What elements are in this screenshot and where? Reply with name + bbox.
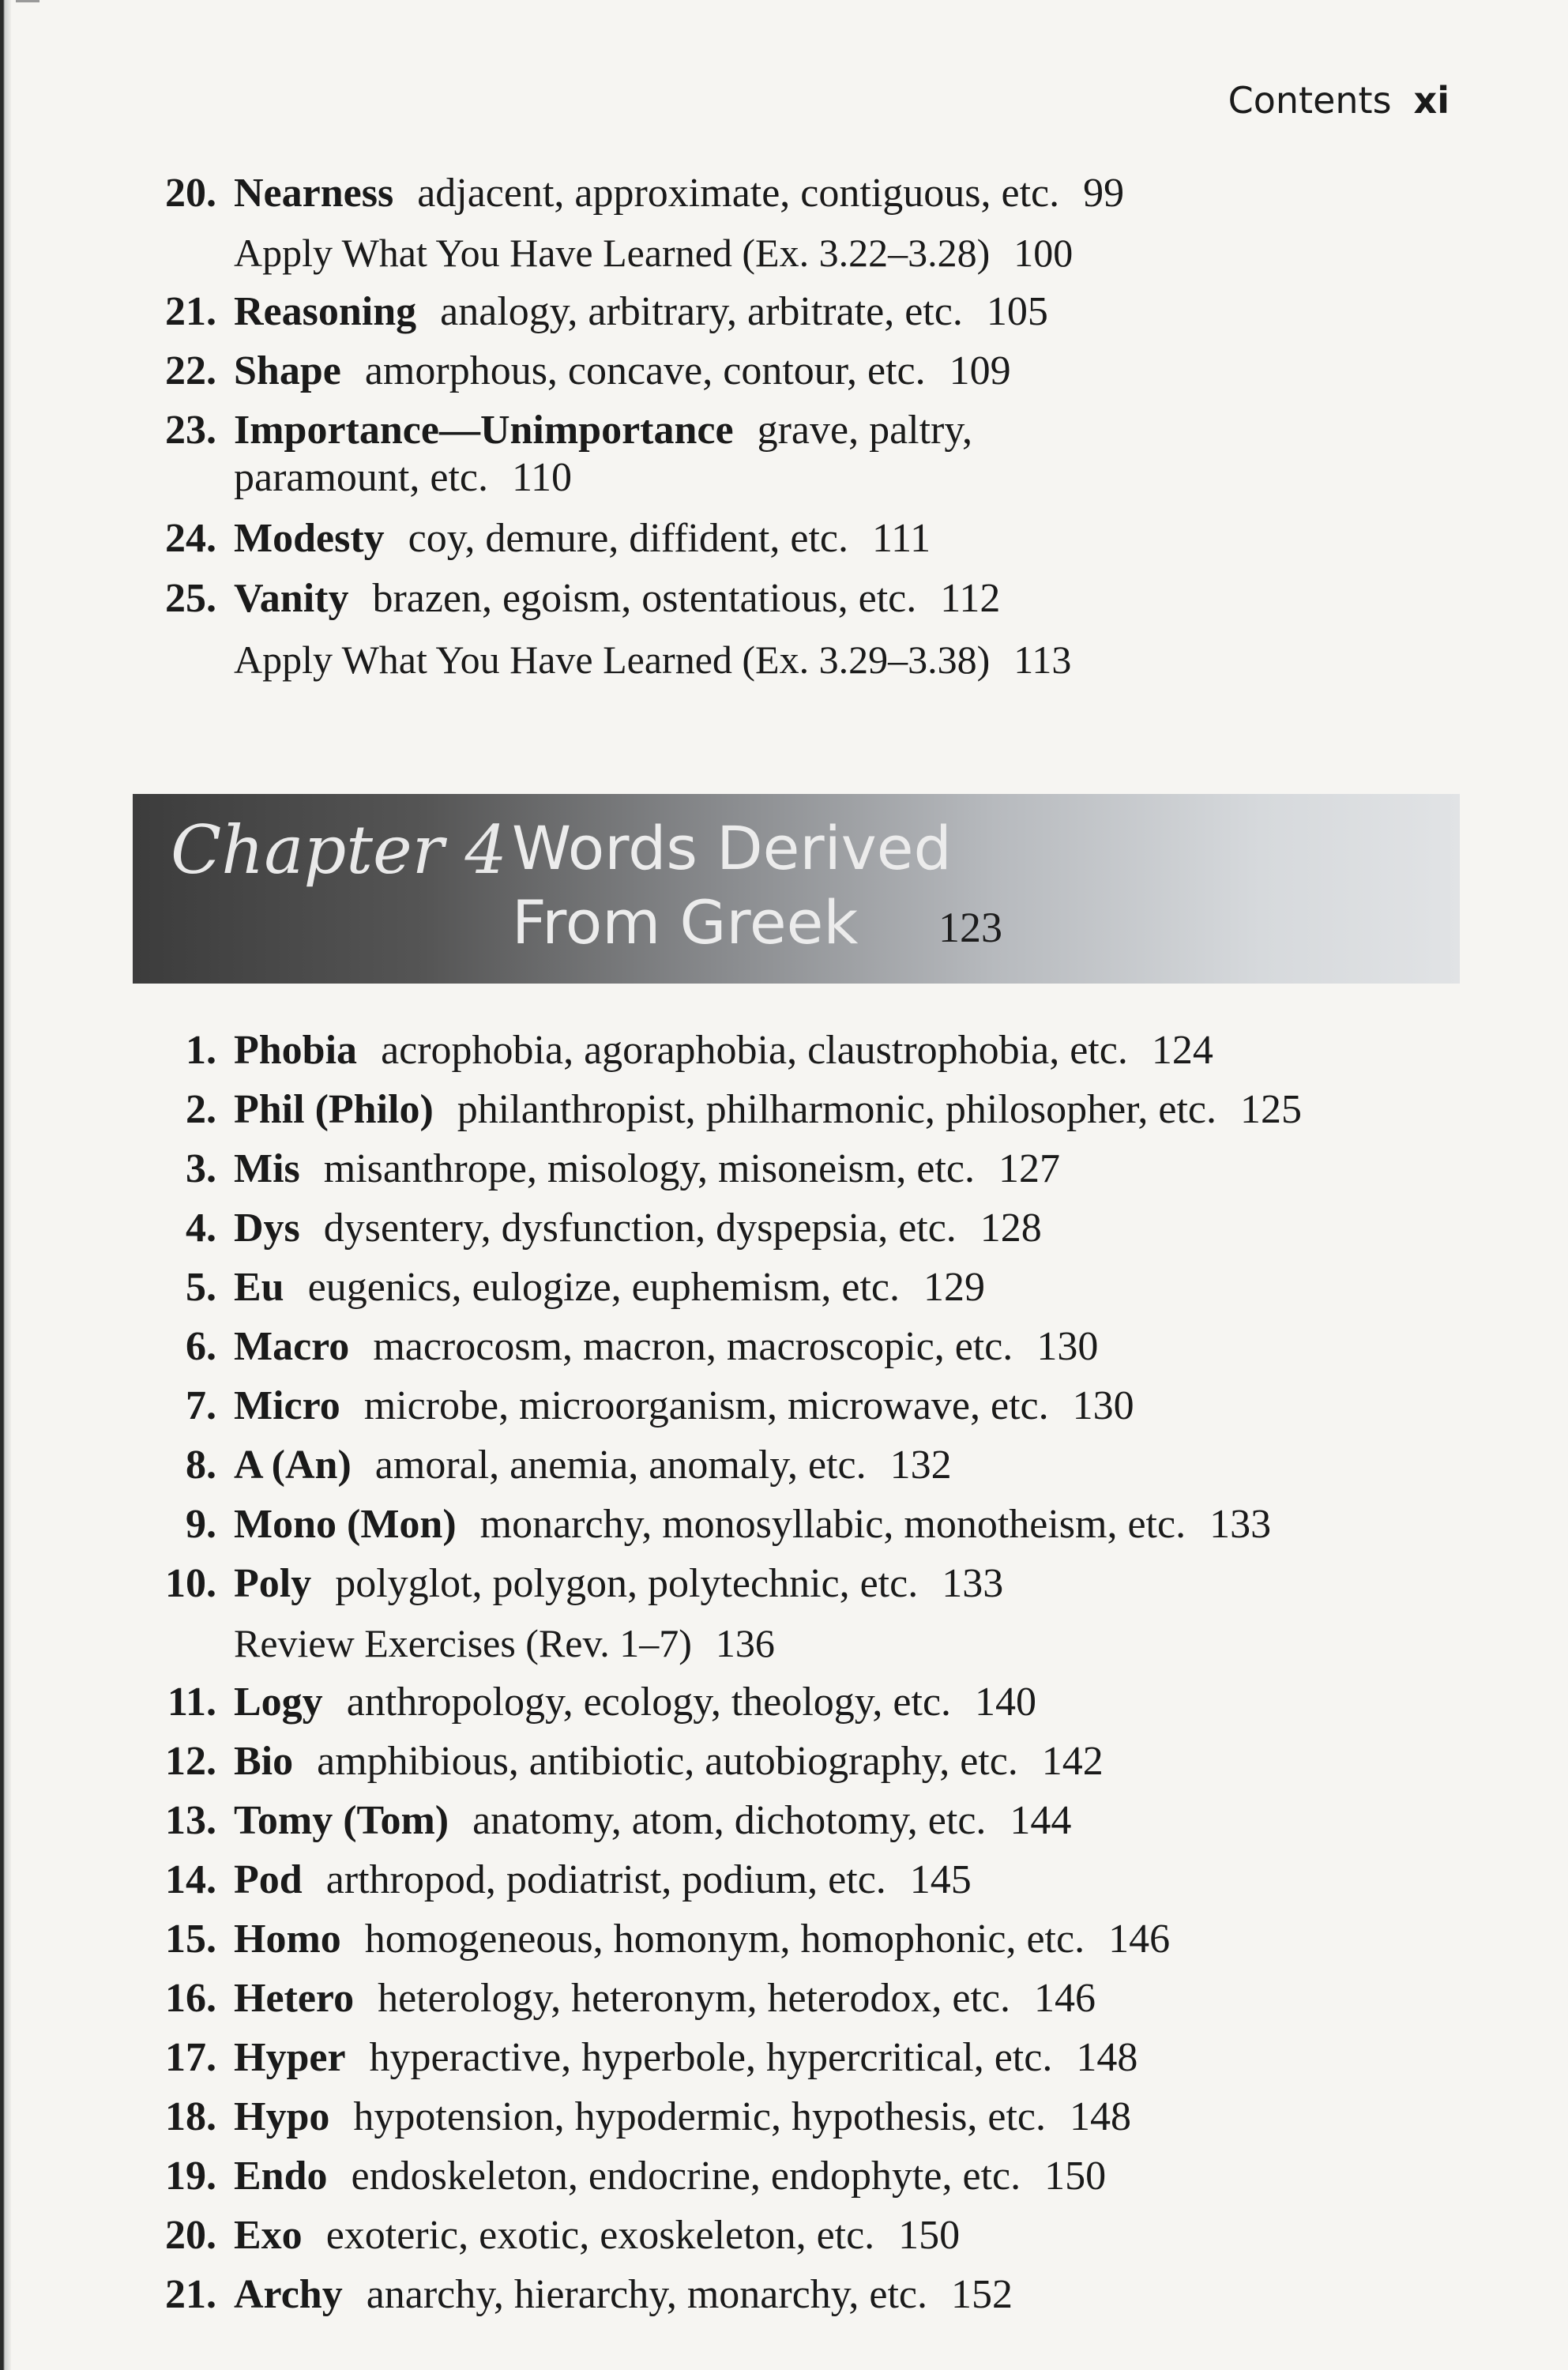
entry-examples: anatomy, atom, dichotomy, etc. [472,1798,987,1843]
entry-word: Poly [234,1561,312,1606]
entry-word: Mono (Mon) [234,1502,457,1547]
entry-word: Hetero [234,1976,355,2021]
review-exercises [234,1620,775,1667]
entry-word: Modesty [234,516,385,561]
entry-page: 111 [872,516,931,561]
entry-word: Hyper [234,2035,346,2080]
entry-examples: grave, paltry, [757,408,972,453]
entry-examples: analogy, arbitrary, arbitrate, etc. [440,289,963,334]
entry-examples: homogeneous, homonym, homophonic, etc. [364,1917,1085,1962]
entry-examples: misanthrope, misology, misoneism, etc. [323,1146,975,1191]
entry-page: 148 [1076,2035,1138,2080]
entry-page: 127 [998,1146,1060,1191]
entry-word: Homo [234,1917,341,1962]
entry-examples: coy, demure, diffident, etc. [408,516,848,561]
entry-page: 150 [898,2213,961,2258]
toc-entry [134,1382,1134,1430]
entry-examples: amoral, anemia, anomaly, etc. [374,1443,867,1488]
toc-entry [134,1323,1098,1371]
entry-number: 16. [165,1976,216,2021]
entry-word: Pod [234,1857,303,1902]
entry-number: 4. [186,1206,216,1251]
entry-number: 17. [165,2035,216,2080]
entry-page: 144 [1010,1798,1072,1843]
entry-examples: anthropology, ecology, theology, etc. [346,1680,952,1725]
entry-page: 150 [1044,2154,1107,2199]
entry-examples-continued: paramount, etc. [234,455,488,500]
entry-word: Importance—Unimportance [234,408,734,453]
toc-entry [134,575,1000,623]
toc-entry [134,1086,1302,1134]
toc-entry [134,407,972,454]
entry-page: 110 [511,455,573,500]
toc-entry [134,2212,960,2259]
entry-number: 15. [165,1917,216,1962]
toc-entry [134,1205,1042,1252]
entry-word: Macro [234,1324,350,1369]
entry-page: 142 [1041,1739,1104,1784]
apply-page: 100 [1013,231,1074,275]
toc-entry [134,515,931,562]
entry-page: 128 [980,1206,1042,1251]
entry-word: Eu [234,1265,284,1310]
entry-number: 5. [186,1265,216,1310]
entry-page: 129 [923,1265,986,1310]
toc-entry [134,1501,1271,1548]
apply-exercises [234,229,1073,276]
entry-number: 8. [186,1443,216,1488]
entry-word: Vanity [234,576,349,621]
entry-word: Phobia [234,1028,358,1073]
entry-word: Mis [234,1146,300,1191]
entry-number: 20. [165,2213,216,2258]
toc-entry-continuation [234,454,572,502]
entry-examples: eugenics, eulogize, euphemism, etc. [307,1265,901,1310]
toc-entry [134,2094,1131,2141]
entry-number: 14. [165,1857,216,1902]
entry-examples: philanthropist, philharmonic, philosopher, etc. [457,1087,1216,1132]
entry-examples: dysentery, dysfunction, dyspepsia, etc. [323,1206,957,1251]
entry-page: 132 [889,1443,952,1488]
entry-examples: hyperactive, hyperbole, hypercritical, etc. [369,2035,1053,2080]
toc-entry [134,1560,1003,1608]
toc-entry [134,1442,952,1489]
toc-entry [134,1916,1170,1963]
entry-number: 18. [165,2094,216,2139]
entry-examples: exoteric, exotic, exoskeleton, etc. [325,2213,875,2258]
entry-word: Endo [234,2154,328,2199]
toc-entry [134,2034,1137,2082]
entry-page: 125 [1239,1087,1302,1132]
toc-entry [134,1146,1060,1193]
entry-examples: heterology, heteronym, heterodox, etc. [378,1976,1010,2021]
page-folio: xi [1413,79,1450,122]
entry-number: 22. [165,348,216,393]
entry-page: 99 [1083,171,1125,216]
entry-number: 12. [165,1739,216,1784]
entry-page: 148 [1070,2094,1132,2139]
review-page: 136 [715,1621,775,1665]
entry-number: 20. [165,171,216,216]
toc-entry [134,1975,1096,2022]
entry-number: 25. [165,576,216,621]
entry-page: 124 [1151,1028,1213,1073]
entry-examples: microbe, microorganism, microwave, etc. [363,1383,1049,1428]
apply-page: 113 [1013,638,1072,682]
entry-number: 7. [186,1383,216,1428]
page-binding-edge [0,0,11,2370]
entry-word: Archy [234,2272,343,2317]
entry-number: 3. [186,1146,216,1191]
entry-page: 140 [975,1680,1037,1725]
entry-page: 145 [909,1857,972,1902]
toc-entry [134,1027,1213,1074]
entry-word: Micro [234,1383,340,1428]
entry-page: 133 [1209,1502,1272,1547]
entry-word: Phil (Philo) [234,1087,434,1132]
entry-examples: acrophobia, agoraphobia, claustrophobia, etc. [381,1028,1128,1073]
entry-word: Nearness [234,171,394,216]
entry-word: Tomy (Tom) [234,1798,449,1843]
running-head [1228,79,1450,122]
entry-examples: macrocosm, macron, macroscopic, etc. [373,1324,1013,1369]
apply-exercises [234,636,1071,683]
toc-entry [134,1264,985,1311]
running-head-section: Contents [1228,79,1392,122]
toc-entry [134,348,1011,395]
entry-examples: polyglot, polygon, polytechnic, etc. [335,1561,919,1606]
entry-number: 6. [186,1324,216,1369]
entry-number: 2. [186,1087,216,1132]
entry-word: Logy [234,1680,323,1725]
entry-number: 1. [186,1028,216,1073]
entry-examples: monarchy, monosyllabic, monotheism, etc. [479,1502,1186,1547]
toc-entry [134,1797,1071,1845]
entry-number: 23. [165,408,216,453]
page-edge-mark [16,0,39,2]
entry-number: 19. [165,2154,216,2199]
entry-page: 130 [1072,1383,1134,1428]
entry-examples: amorphous, concave, contour, etc. [364,348,926,393]
entry-word: A (An) [234,1443,352,1488]
entry-word: Dys [234,1206,300,1251]
entry-examples: amphibious, antibiotic, autobiography, etc. [317,1739,1018,1784]
entry-number: 9. [186,1502,216,1547]
toc-entry [134,1856,972,1904]
entry-page: 146 [1033,1976,1096,2021]
apply-text: Apply What You Have Learned (Ex. 3.29–3.38) [234,638,991,682]
apply-text: Apply What You Have Learned (Ex. 3.22–3.28) [234,231,991,275]
entry-number: 21. [165,2272,216,2317]
toc-entry [134,2271,1013,2319]
entry-page: 152 [950,2272,1013,2317]
entry-word: Shape [234,348,341,393]
chapter-page: 123 [938,904,1002,951]
chapter-title-line2: From Greek [512,887,859,957]
entry-examples: brazen, egoism, ostentatious, etc. [372,576,917,621]
entry-page: 133 [942,1561,1004,1606]
toc-entry [134,1738,1104,1785]
entry-examples: arthropod, podiatrist, podium, etc. [325,1857,886,1902]
entry-page: 130 [1036,1324,1099,1369]
entry-number: 13. [165,1798,216,1843]
entry-examples: adjacent, approximate, contiguous, etc. [417,171,1060,216]
entry-word: Hypo [234,2094,330,2139]
entry-number: 21. [165,289,216,334]
toc-entry [134,170,1124,217]
toc-entry [134,288,1048,336]
entry-examples: hypotension, hypodermic, hypothesis, etc. [353,2094,1047,2139]
entry-word: Bio [234,1739,294,1784]
chapter-title-line1: Words Derived [512,813,952,883]
entry-number: 24. [165,516,216,561]
chapter-banner [133,794,1460,984]
entry-page: 112 [940,576,1001,621]
entry-page: 105 [986,289,1048,334]
entry-number: 10. [165,1561,216,1606]
entry-examples: anarchy, hierarchy, monarchy, etc. [366,2272,927,2317]
toc-entry [134,1679,1036,1726]
entry-word: Exo [234,2213,303,2258]
entry-word: Reasoning [234,289,417,334]
toc-entry [134,2153,1106,2200]
entry-page: 146 [1108,1917,1171,1962]
review-text: Review Exercises (Rev. 1–7) [234,1621,692,1665]
chapter-label: Chapter 4 [171,811,507,889]
entry-examples: endoskeleton, endocrine, endophyte, etc. [351,2154,1021,2199]
entry-page: 109 [949,348,1011,393]
entry-number: 11. [167,1680,216,1725]
